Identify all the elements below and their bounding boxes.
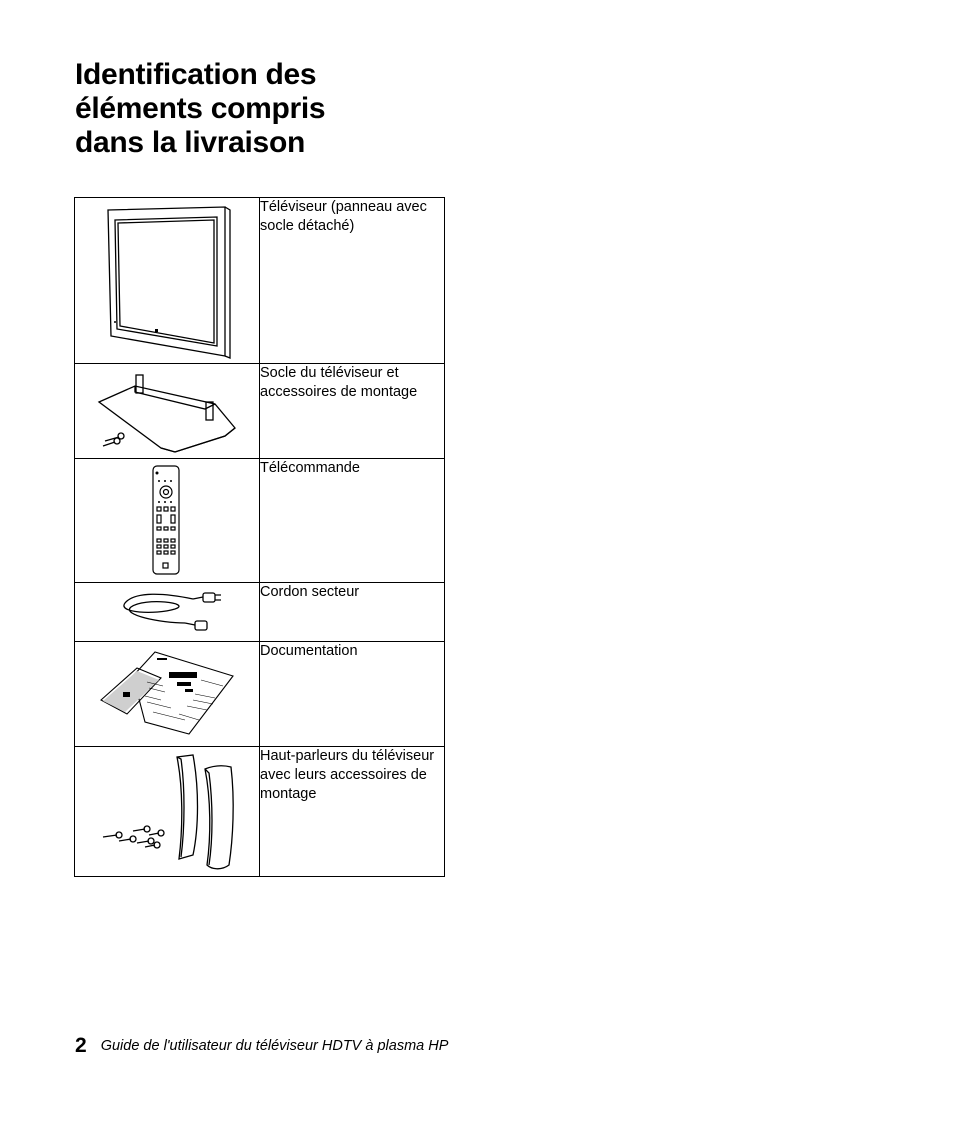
table-cell-label: Téléviseur (panneau avec socle détaché) [260,198,445,364]
documentation-icon [75,642,259,745]
table-cell-image [75,747,260,877]
table-cell-label: Cordon secteur [260,583,445,642]
page-title-line-2: éléments compris [75,92,326,125]
table-row [75,642,445,747]
table-row [75,459,445,583]
table-cell-image [75,642,260,747]
page-title-line-1: Identification des [75,58,317,91]
package-contents-table [74,197,445,877]
page-number: 2 [75,1034,87,1057]
table-cell-label: Télécommande [260,459,445,583]
table-row [75,747,445,877]
speakers-icon [75,747,259,875]
table-cell-image [75,198,260,364]
table-cell-image [75,364,260,459]
table-cell-label: Socle du téléviseur et accessoires de montage [260,364,445,459]
power-cord-icon [75,583,259,640]
table-row [75,364,445,459]
table-cell-image [75,459,260,583]
table-row [75,583,445,642]
remote-control-icon [75,459,259,581]
page-title-line-3: dans la livraison [75,126,305,159]
page-footer [75,1034,448,1058]
table-row [75,198,445,364]
page-title [75,58,325,160]
plasma-tv-icon [75,198,259,362]
footer-text: Guide de l'utilisateur du téléviseur HDTV à plasma HP [100,1038,449,1054]
table-cell-image [75,583,260,642]
table-cell-label: Documentation [260,642,445,747]
tv-stand-icon [75,364,259,457]
table-cell-label: Haut-parleurs du téléviseur avec leurs accessoires de montage [260,747,445,877]
